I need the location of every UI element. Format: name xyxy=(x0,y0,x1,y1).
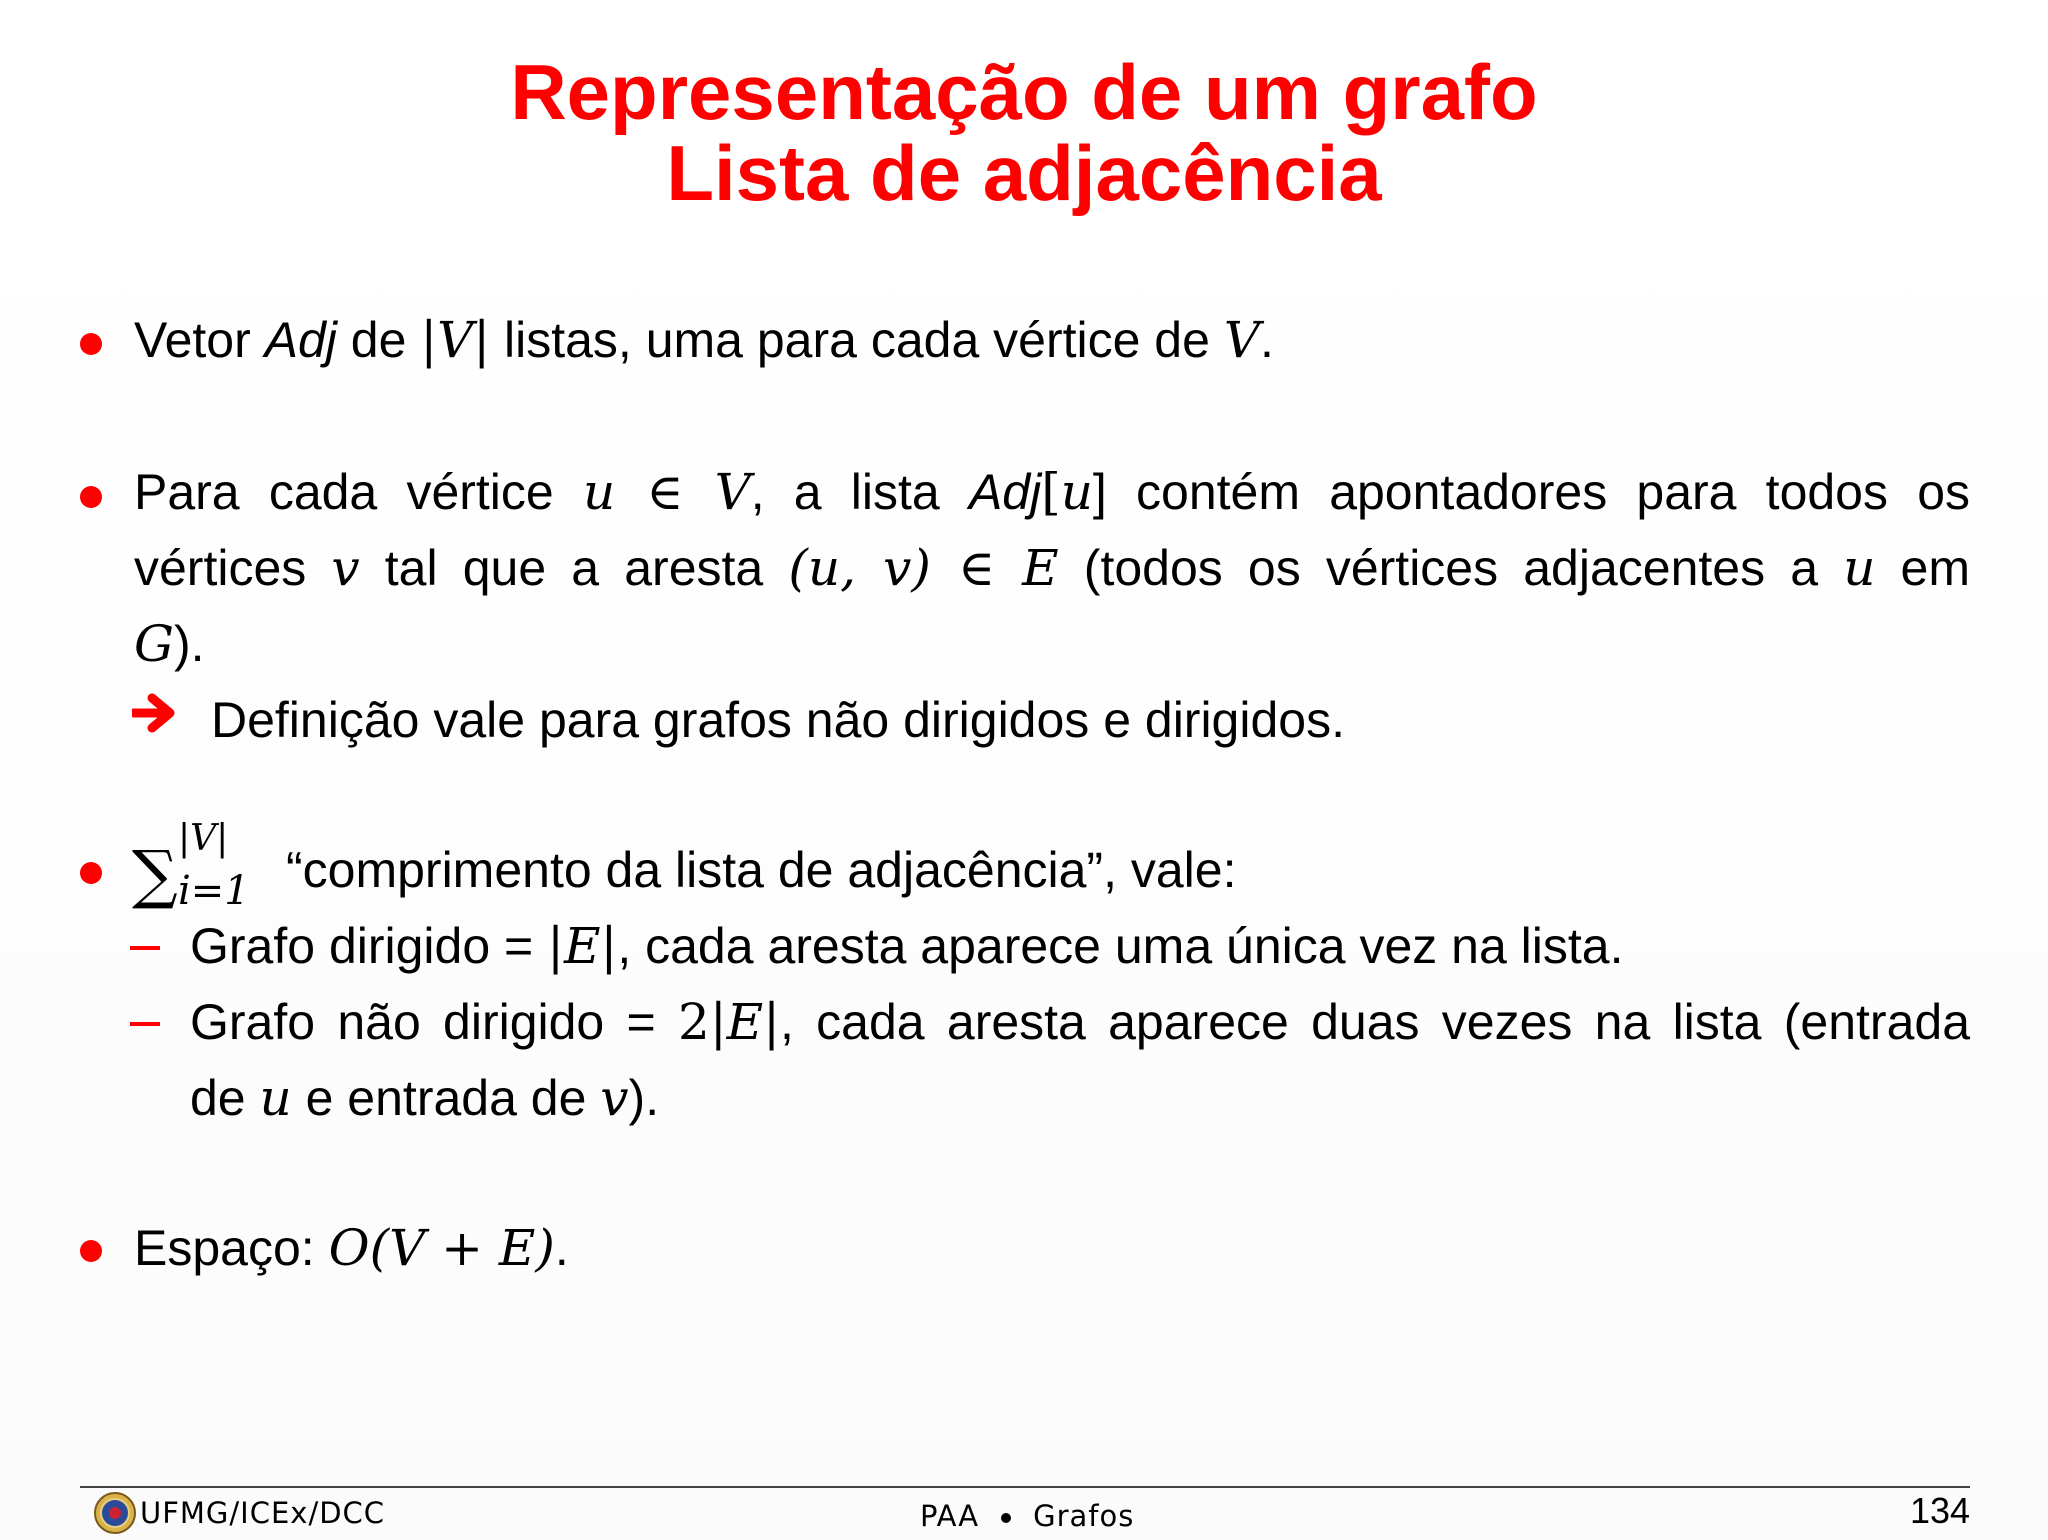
bullet-2-line-1 xyxy=(134,462,1970,522)
math-edge-count: |E| xyxy=(709,993,781,1051)
sum-upper-limit: |V| xyxy=(178,818,229,859)
text-run: Para cada vértice xyxy=(134,464,583,520)
text-run: tal que a aresta xyxy=(359,540,789,596)
bullet-4-text xyxy=(134,1218,569,1278)
arrow-right-icon xyxy=(132,693,176,733)
footer-left-text: UFMG/ICEx/DCC xyxy=(140,1496,386,1530)
footer-institution xyxy=(94,1492,385,1534)
text-run: [ xyxy=(1041,463,1061,521)
math-in: ∈ xyxy=(930,539,1023,597)
bullet-3-text: “comprimento da lista de adjacência”, vale: xyxy=(286,842,1237,898)
math-G: G xyxy=(134,615,174,673)
math-big-o: O xyxy=(328,1219,370,1277)
text-run: Vetor xyxy=(134,312,265,368)
bullet-2-line-2 xyxy=(134,538,1970,598)
dash-marker xyxy=(130,1022,160,1026)
text-run: . xyxy=(1259,312,1274,368)
text-run: de xyxy=(190,1070,260,1126)
bullet-3-item-2-line-1 xyxy=(190,992,1970,1052)
footer-topic: Grafos xyxy=(1033,1499,1135,1533)
math-v: v xyxy=(600,1069,629,1127)
dash-marker xyxy=(130,946,160,950)
university-seal-icon xyxy=(94,1492,136,1534)
text-run: . xyxy=(554,1220,569,1276)
footer-divider xyxy=(80,1486,1970,1488)
math-edge-pair: (u, v) xyxy=(788,539,931,597)
math-expression: (V + E) xyxy=(369,1219,555,1277)
math-v: v xyxy=(331,539,360,597)
math-u: u xyxy=(259,1069,292,1127)
text-run: ). xyxy=(628,1070,660,1126)
adj-term: Adj xyxy=(968,464,1042,520)
text-run: em xyxy=(1875,540,1970,596)
math-edge-count: |E| xyxy=(547,917,618,975)
math-two: 2 xyxy=(678,993,710,1051)
math-E: E xyxy=(1022,539,1059,597)
text-run: , cada aresta aparece uma única vez na lista. xyxy=(617,918,1624,974)
math-V: V xyxy=(714,463,751,521)
footer-separator-dot xyxy=(1001,1513,1011,1523)
bullet-marker xyxy=(80,333,102,355)
bullet-1-text xyxy=(134,310,1274,370)
text-run: ). xyxy=(173,616,205,672)
math-u: u xyxy=(1843,539,1876,597)
text-run: ] contém apontadores para todos os xyxy=(1092,464,1971,520)
bullet-marker xyxy=(80,486,102,508)
math-vertex-count: |V| xyxy=(420,311,491,369)
bullet-marker xyxy=(80,862,102,884)
text-run: listas, uma para cada vértice de xyxy=(490,312,1224,368)
bullet-2-subpoint: Definição vale para grafos não dirigidos e dirigidos. xyxy=(211,692,1345,748)
text-run: , a lista xyxy=(750,464,969,520)
text-run: (todos os vértices adjacentes a xyxy=(1058,540,1844,596)
title-line-2: Lista de adjacência xyxy=(666,129,1382,217)
text-run: Grafo não dirigido = xyxy=(190,994,678,1050)
text-run: de xyxy=(336,312,421,368)
text-run: Espaço: xyxy=(134,1220,329,1276)
bullet-3-item-1 xyxy=(190,916,1623,976)
bullet-2-line-3 xyxy=(134,614,205,674)
text-run: Grafo dirigido = xyxy=(190,918,548,974)
bullet-marker xyxy=(80,1240,102,1262)
text-run: , cada aresta aparece duas vezes na lista (entrada xyxy=(780,994,1970,1050)
adj-term: Adj xyxy=(264,312,337,368)
title-line-1: Representação de um grafo xyxy=(510,48,1538,136)
math-u: u xyxy=(1060,463,1093,521)
math-in: ∈ xyxy=(615,463,715,521)
bullet-3-item-2-line-2 xyxy=(190,1068,659,1128)
sigma-glyph: ∑ xyxy=(132,838,178,912)
slide-title xyxy=(0,48,2048,217)
summation-symbol xyxy=(132,818,272,918)
sum-lower-limit: i=1 xyxy=(178,868,250,914)
math-vertex-set: V xyxy=(1223,311,1260,369)
math-u: u xyxy=(582,463,616,521)
page-number: 134 xyxy=(1910,1490,1971,1531)
text-run: vértices xyxy=(134,540,332,596)
text-run: e entrada de xyxy=(291,1070,601,1126)
footer-course xyxy=(920,1499,1134,1533)
footer-course-code: PAA xyxy=(920,1499,980,1533)
